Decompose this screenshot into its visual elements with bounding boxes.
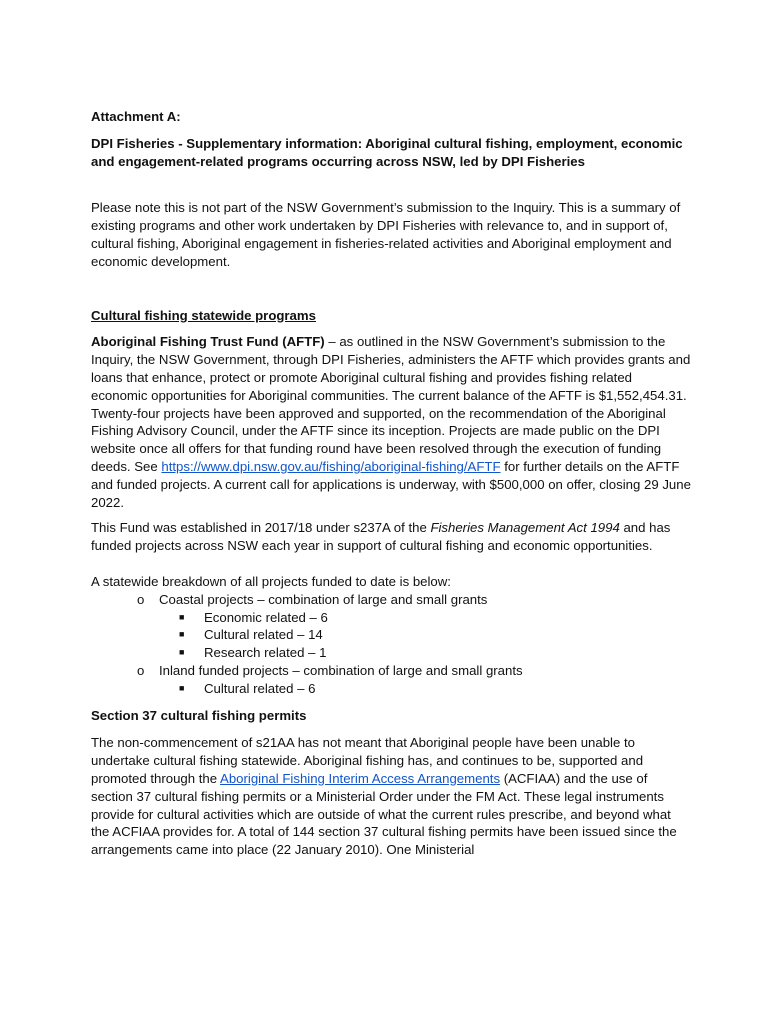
list-item-label: Inland funded projects – combination of large and small grants (159, 662, 523, 678)
aftf-description: – as outlined in the NSW Government’s submission to the Inquiry, the NSW Government, through DPI Fisheries, administers the AFTF which provides grants and loans that enhance, protect or promote Aboriginal cultural fishing and provides fishing related economic opportunities for Aboriginal communities. The current balance of the AFTF is $1,552,454.31. Twenty-four projects have been approved and supported, on the recommendation of the Aboriginal Fishing Advisory Council, under the AFTF since its inception. Projects are made public on the DPI website once all offers for that funding round have been resolved through the execution of funding deeds. See (91, 334, 691, 474)
aftf-link[interactable]: https://www.dpi.nsw.gov.au/fishing/aboriginal-fishing/AFTF (161, 458, 501, 474)
list-marker: o (137, 662, 145, 678)
list-item-label: Cultural related – 14 (204, 627, 323, 643)
list-item (91, 644, 691, 662)
section-heading-cultural-fishing: Cultural fishing statewide programs (91, 307, 316, 323)
fund-text-end: and has funded projects across NSW each year in support of cultural fishing and economic opportunities. (91, 520, 671, 554)
list-item (91, 680, 691, 698)
list-item-label: Cultural related – 6 (204, 680, 316, 696)
permits-text-end: (ACFIAA) and the use of section 37 cultural fishing permits or a Ministerial Order under the FM Act. These legal instruments provide for cultural activities which are outside of what the current rules prescribe, and beyond what the ACFIAA provides for. A total of 144 section 37 cultural fishing permits have been issued since the arrangements came into place (22 January 2010). One Ministerial (91, 770, 677, 858)
fund-text-start: This Fund was established in 2017/18 under s237A of the (91, 520, 431, 536)
fund-act-title: Fisheries Management Act 1994 (430, 520, 620, 536)
list-item-inland (91, 662, 691, 680)
bullet-marker: ■ (179, 611, 185, 622)
list-item-label: Research related – 1 (204, 645, 327, 661)
permits-text-start: The non-commencement of s21AA has not meant that Aboriginal people have been unable to undertake cultural fishing statewide. Aboriginal fishing has, and continues to be, supported and promoted through the (91, 735, 644, 786)
aftf-name: Aboriginal Fishing Trust Fund (AFTF) (91, 334, 325, 350)
bullet-marker: ■ (179, 647, 185, 658)
breakdown-intro: A statewide breakdown of all projects funded to date is below: (91, 573, 451, 589)
list-item-coastal (91, 591, 691, 609)
permits-paragraph (91, 734, 691, 859)
acfiaa-link[interactable]: Aboriginal Fishing Interim Access Arrangements (220, 770, 501, 786)
list-item-label: Coastal projects – combination of large and small grants (159, 591, 488, 607)
intro-paragraph: Please note this is not part of the NSW Government’s submission to the Inquiry. This is a summary of existing programs and other work undertaken by DPI Fisheries with relevance to, and in support of, cultural fishing, Aboriginal engagement in fisheries-related activities and Aboriginal employment and economic development. (91, 200, 681, 269)
list-item-label: Economic related – 6 (204, 609, 328, 625)
section-heading-permits: Section 37 cultural fishing permits (91, 707, 307, 723)
list-marker: o (137, 591, 145, 607)
bullet-marker: ■ (179, 629, 185, 640)
list-item (91, 609, 691, 627)
attachment-label: Attachment A: (91, 109, 181, 124)
aftf-description-end: for further details on the AFTF and funded projects. A current call for applications is underway, with $500,000 on offer, closing 29 June 2022. (91, 458, 691, 510)
bullet-marker: ■ (179, 682, 185, 693)
document-body (91, 108, 691, 859)
aftf-paragraph (91, 333, 691, 511)
document-title: DPI Fisheries - Supplementary information: Aboriginal cultural fishing, employment, economic and engagement-related programs occurring across NSW, led by DPI Fisheries (91, 135, 683, 169)
list-item (91, 626, 691, 644)
fund-paragraph (91, 519, 691, 555)
